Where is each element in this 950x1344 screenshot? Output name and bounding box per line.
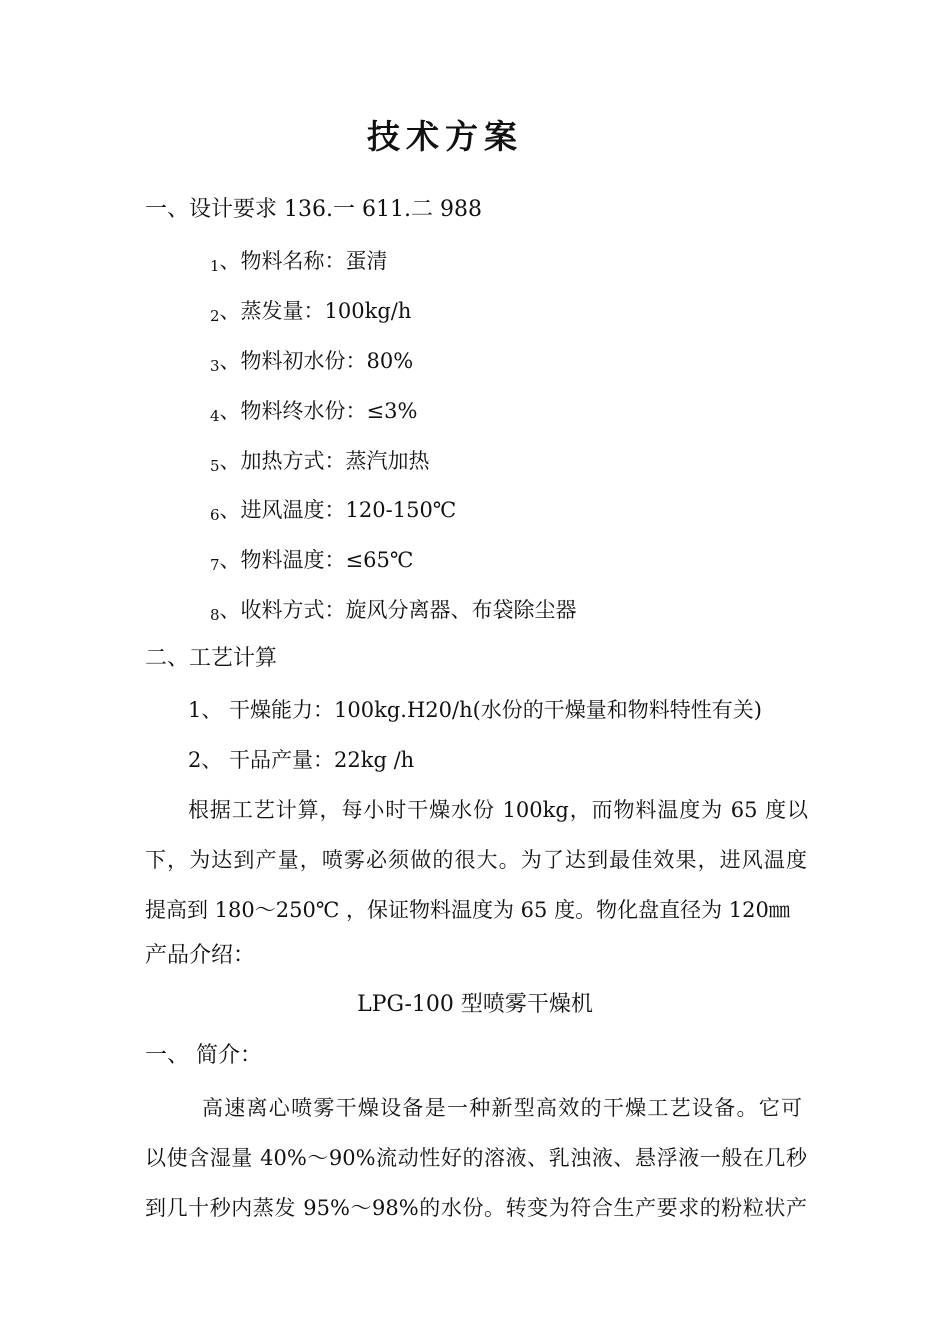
item-text: 、加热方式：蒸汽加热 [219,449,430,473]
item-text: 、收料方式：旋风分离器、布袋除尘器 [219,598,577,622]
item-number: 6 [210,506,220,524]
item-text: 、蒸发量：100kg/h [219,299,412,323]
paragraph-line: 根据工艺计算，每小时干燥水份 100kg，而物料温度为 65 度以 [188,798,808,822]
requirement-item [210,398,417,429]
item-text: 、物料温度：≤65℃ [219,548,414,572]
product-heading: 产品介绍： [145,943,256,968]
section-heading-text: 一、设计要求 [145,197,278,222]
item-text: 、物料初水份：80% [219,349,414,373]
document-title: 技术方案 [367,117,523,156]
requirement-item [210,348,413,379]
item-text: 、物料名称：蛋清 [219,249,388,273]
intro-heading: 一、 简介： [145,1043,262,1068]
product-model-title: LPG-100 型喷雾干燥机 [357,992,593,1017]
item-number: 4 [210,407,220,425]
item-number: 2 [210,307,220,325]
requirement-item [210,497,456,528]
item-number: 5 [210,457,220,475]
requirement-item [210,448,430,479]
requirement-item [210,298,411,329]
section-heading-process-calc: 二、工艺计算 [145,646,278,671]
item-number: 7 [210,556,220,574]
item-text: 、进风温度：120-150℃ [219,498,457,522]
requirement-item [210,248,388,279]
section-heading-numbers: 136.一 611.二 988 [277,197,482,222]
process-item: 1、 干燥能力：100kg.H20/h(水份的干燥量和物料特性有关) [188,698,762,722]
item-number: 8 [210,606,220,624]
item-number: 3 [210,357,220,375]
paragraph-line: 提高到 180～250℃ ，保证物料温度为 65 度。物化盘直径为 120㎜ [145,898,790,922]
paragraph-line: 下，为达到产量，喷雾必须做的很大。为了达到最佳效果，进风温度 [145,848,807,872]
process-item: 2、 干品产量：22kg /h [188,748,415,772]
intro-line: 高速离心喷雾干燥设备是一种新型高效的干燥工艺设备。它可 [202,1096,802,1120]
intro-line: 以使含湿量 40%～90%流动性好的溶液、乳浊液、悬浮液一般在几秒 [145,1146,807,1170]
item-number: 1 [210,257,220,275]
section-heading-design-requirements [145,197,482,223]
requirement-item [210,597,577,628]
requirement-item [210,547,413,578]
intro-line: 到几十秒内蒸发 95%～98%的水份。转变为符合生产要求的粉粒状产 [145,1196,807,1220]
item-text: 、物料终水份：≤3% [219,399,418,423]
